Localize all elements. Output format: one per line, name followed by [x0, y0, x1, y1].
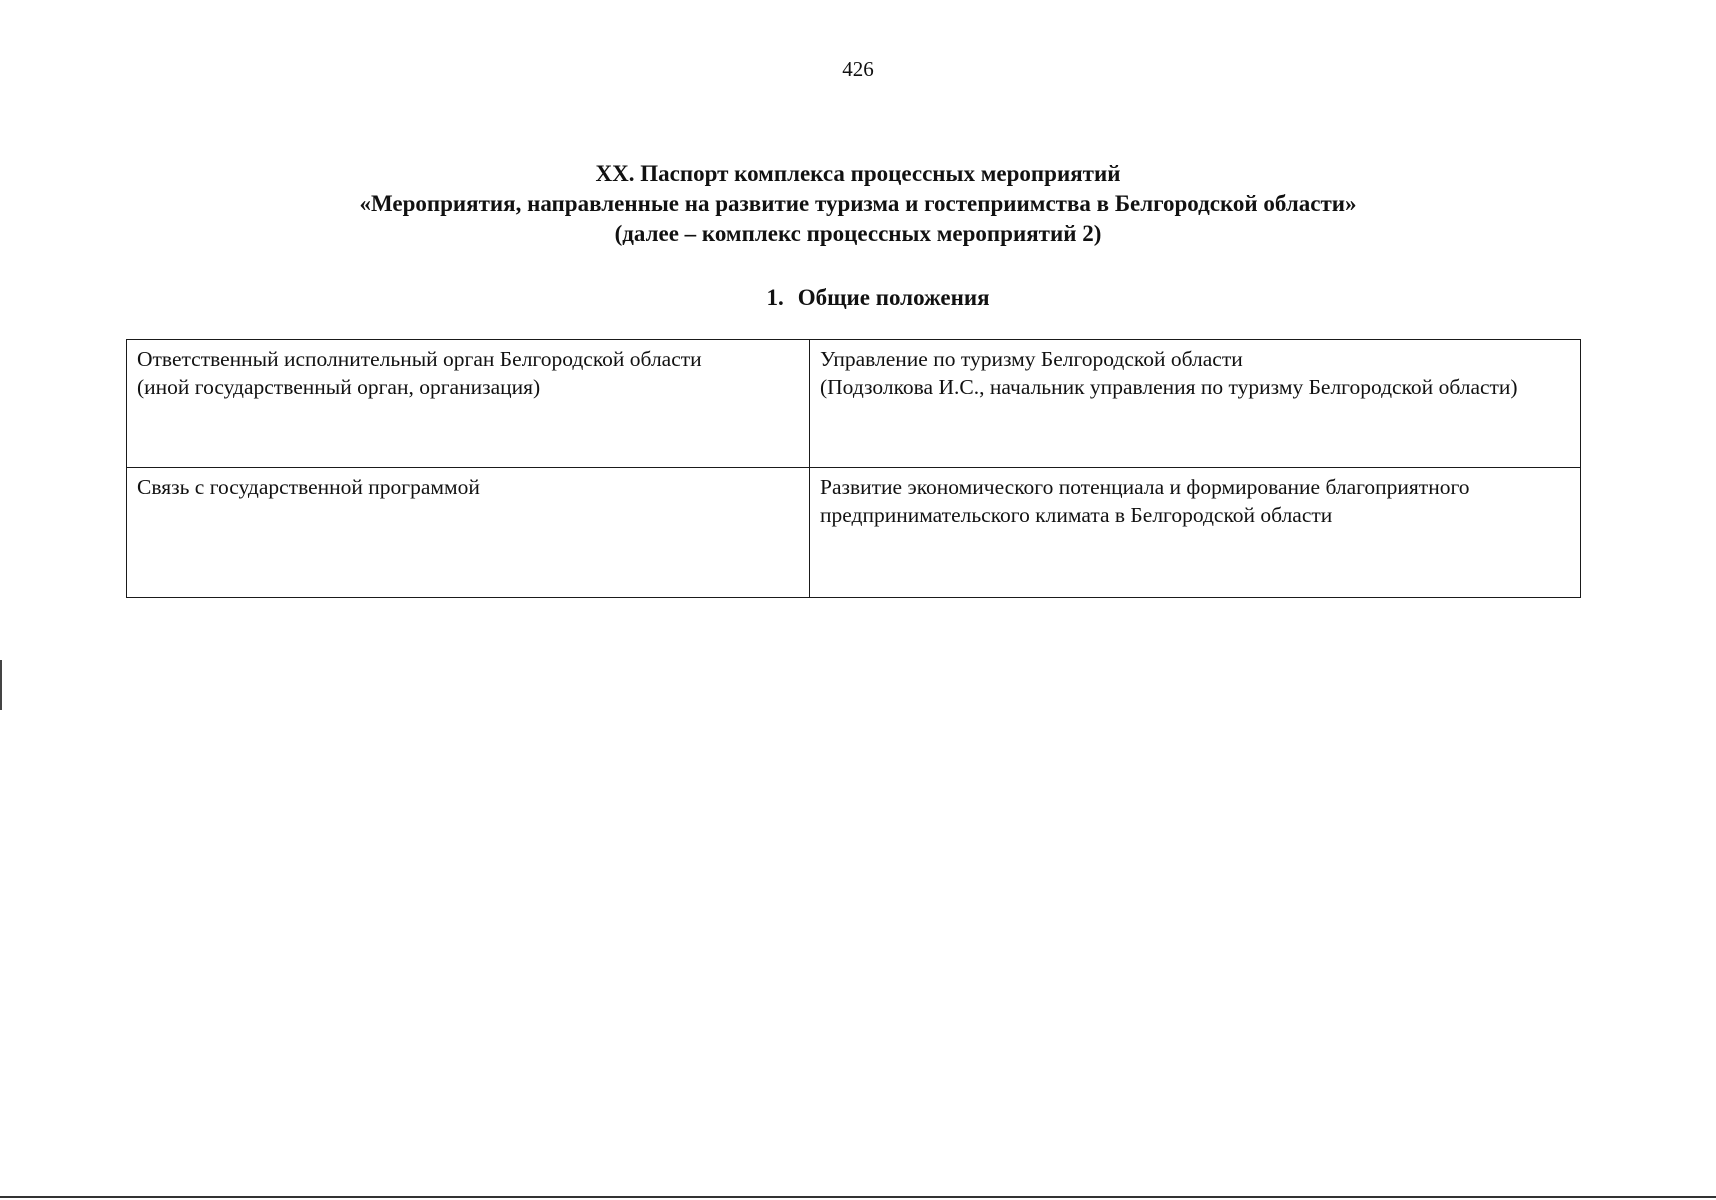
- table-cell-value: [810, 468, 1581, 598]
- title-line-2: «Мероприятия, направленные на развитие туризма и гостеприимства в Белгородской области»: [359, 191, 1357, 216]
- table-cell-label: [127, 340, 810, 468]
- document-title: [0, 159, 1716, 249]
- table-row: [127, 468, 1581, 598]
- program-link-value: Развитие экономического потенциала и формирование благоприятного предпринимательского климата в Белгородской области: [820, 475, 1470, 527]
- title-line-3: (далее – комплекс процессных мероприятий 2): [614, 221, 1102, 246]
- title-line-1: XX. Паспорт комплекса процессных мероприятий: [595, 161, 1121, 186]
- program-link-label: Связь с государственной программой: [137, 475, 480, 499]
- responsible-body-label-line-2: (иной государственный орган, организация): [137, 375, 541, 399]
- responsible-body-value-line-1: Управление по туризму Белгородской области: [820, 347, 1243, 371]
- responsible-body-value-line-2: (Подзолкова И.С., начальник управления по туризму Белгородской области): [820, 375, 1518, 399]
- page-number: 426: [842, 57, 874, 81]
- scan-edge-mark: [0, 660, 2, 710]
- table-row: [127, 340, 1581, 468]
- section-heading: [0, 283, 1716, 313]
- section-title: Общие положения: [797, 285, 990, 310]
- section-number: 1.: [766, 285, 784, 310]
- table-cell-label: [127, 468, 810, 598]
- responsible-body-label-line-1: Ответственный исполнительный орган Белгородской области: [137, 347, 702, 371]
- table-cell-value: [810, 340, 1581, 468]
- general-provisions-table: [126, 339, 1581, 598]
- scan-edge-line: [0, 1196, 1716, 1198]
